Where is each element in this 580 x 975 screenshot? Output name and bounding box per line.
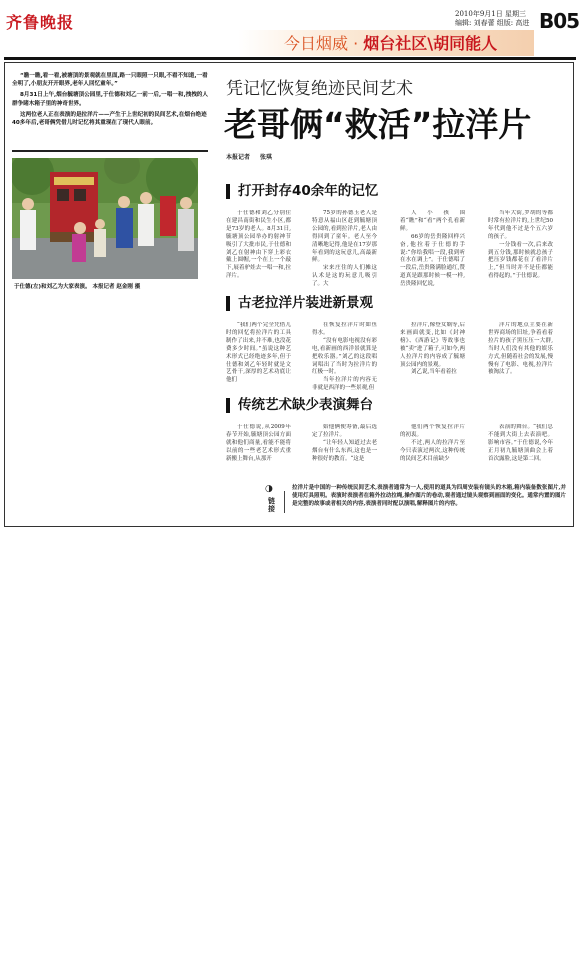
body-paragraph: 66岁的岳贵隆回样兴奋,他拉着于仕德的手说:“你给我唱一段,我到听在水在调上”。于仕德唱了一段后,岳贵隆满脸通红,赞道真是跟那时候一模一样,岳贵隆回忆说, [400, 233, 465, 288]
issue-date: 2010年9月1日 星期三 [455, 10, 526, 18]
lead-paragraph: 这两位老人正在表演的是拉洋片——产生于上世纪初的民间艺术,在烟台绝迹40多年后,老哥俩凭借儿时记忆将其重现在了现代人眼前。 [12, 111, 207, 127]
link-divider [284, 491, 285, 513]
text-column [226, 322, 291, 385]
text-column [488, 424, 553, 464]
link-label: 链接 [268, 497, 275, 513]
byline-role: 本报记者 [226, 154, 251, 161]
body-paragraph: 拉洋片,像登女娲等,后来画面就变,比如《封神榜》、《西游记》等故事也被“卖”进了箱子,可如今,两人拉洋片的内容成了毓塘顶公园内的景观。 [400, 322, 465, 368]
lead-box [12, 72, 208, 130]
text-column [400, 210, 465, 289]
issue-info [455, 10, 529, 28]
body-paragraph: 宋来庄住的人们摊这认术是这的玩意儿吸引了。大 [312, 265, 377, 288]
body-paragraph: 人小孩围着“瞧”和“看”两个孔看新鲜。 [400, 210, 465, 232]
body-paragraph: 表演的舞台。“我们总不能到大街上去表演吧。影响市容。”于仕德说,今年正月初九毓塘顶曲会上着首次露脸,这是第二回。 [488, 424, 553, 462]
text-column [312, 210, 377, 289]
text-column [488, 210, 553, 281]
body-paragraph: 75岁的孙德玉老人是特意从福山区赶到毓塘顶公园的,看到拉洋片,老人由得回到了童年。老人至今清晰地记得,他是在17岁那年看到的这玩意儿,高最新鲜。 [312, 210, 377, 264]
photo-illustration [12, 158, 198, 279]
section-heading: 传统艺术缺少表演舞台 [226, 398, 373, 413]
section-heading: 打开封存40余年的记忆 [226, 184, 378, 199]
text-column [312, 424, 377, 464]
photo-caption: 于仕德(左)和刘乙为大家表演。 本报记者 赵金刚 摄 [14, 284, 141, 290]
body-paragraph: 于仕德说,从2009年春节开始,毓塘顶公园方面就和他们商量,看能不能将以前的一些老艺术形式重新搬上舞台,从那开 [226, 424, 291, 462]
text-column [488, 322, 553, 377]
text-column [226, 210, 291, 281]
banner-separator: \ [427, 34, 434, 53]
article-byline [226, 152, 282, 161]
byline-name: 张琪 [260, 154, 273, 161]
performance-photo [12, 158, 198, 279]
text-column [400, 322, 465, 377]
lead-paragraph: 8月31日上午,烟台毓塘顶公园里,于仕德和刘乙一前一后,一唱一和,拽拽的人群争睹木箱子里的神奇世界。 [12, 92, 208, 107]
body-paragraph: “让年轻人知道过去老烟台有什么东西,这也是一种很好的教育。“这是 [312, 439, 377, 462]
editor-credits: 编辑: 刘春蕾 组版: 高进 [455, 19, 530, 27]
banner-prefix: 今日烟威 · [284, 34, 364, 53]
lead-divider [12, 150, 208, 152]
body-paragraph: 他们两个恢复拉洋片的初衷。 [400, 424, 465, 438]
section-heading: 古老拉洋片装进新景观 [226, 296, 373, 311]
body-paragraph: 在恢复拉洋片时如鱼得水。 [312, 322, 377, 336]
page-number: B05 [539, 9, 580, 33]
body-paragraph: 于仕德和刘乙分别住在建昌南街和民生小区,都是73岁的老人。8月31日,毓塘顶公园举办的射神节吸引了大批市民,于仕德和刘乙在射神由下穿上彩衣戴上圆帽,一个在上一个敲下,展着驴娃去一唱一和,拉洋片。 [226, 210, 291, 280]
article-headline: 老哥俩“救活”拉洋片 [224, 105, 532, 144]
section-banner [284, 31, 497, 54]
body-paragraph: “我们两个完全凭借儿时的回忆将拉洋片的工具制作了出来,并不难,也没花费多少时间。”虽说这种艺术形式已经绝迹多年,但于仕德和刘乙年轻时就是文艺骨干,深厚的艺术功底让他们 [226, 322, 291, 384]
body-paragraph: 不过,两人的拉洋片至今只表演过两次,这种传统的民间艺术目前缺少 [400, 439, 465, 462]
link-note: 拉洋片是中国的一种传统民间艺术,表演者通常为一人,使用的道具为四周安装有镜头的木箱,箱内装备数张图片,并使用灯具照明。表演时表演者在箱外拉动拉绳,操作图片的卷动,观者通过镜头观察到画面的变化。通常内置的图片是完整的故事或者相关的内容,表演者同时配以演唱,解释图片的内容。 [292, 485, 566, 507]
lead-paragraph: “瞧一瞧,看一看,被塘顶的景观就在里面,路一只眼照一只眼,不看不知道,一看全明了,小朋友开开眼界,老年人回忆童年。” [12, 73, 208, 88]
newspaper-logo: 齐鲁晚报 [6, 13, 75, 32]
body-paragraph: “没有电影电视没有彩电,看新画的西洋景就算是把收乐器。”刘乙的这段唱词唱出了当时为拉洋片的红极一时。 [312, 337, 377, 376]
body-paragraph: 当年拉洋片的内容无非就是西洋的一些景观,但 [312, 377, 377, 392]
body-paragraph: 当年大街,罗胡的等都时常有拉洋片的,上世纪50年代到他不过是个五六岁的孩子。 [488, 210, 553, 240]
article-kicker: 凭记忆恢复绝迹民间艺术 [226, 79, 413, 99]
text-column [312, 322, 377, 393]
link-icon: ◑ [265, 484, 273, 494]
banner-suffix: 胡同能人 [433, 34, 498, 53]
body-paragraph: 始他俩便筹备,最后选定了拉洋片。 [312, 424, 377, 438]
text-column [400, 424, 465, 464]
banner-emphasis: 烟台社区 [363, 34, 428, 53]
masthead-rule [4, 57, 576, 60]
body-paragraph: 一分钱看一次,后来改到五分钱,那时候就总孩子把压岁钱都花在了看洋片上,“但当时并不是佳都能看得起的。”于仕德说。 [488, 241, 553, 280]
body-paragraph: 刘乙说,当年看着拉 [411, 369, 457, 376]
body-paragraph: 洋片的地点主要在新世界商场的旧址,争着看着拉片的孩子黑压压一大群,当时人们没有其他的娱乐方式,但随着社会的发展,慢慢有了电影、电视,拉洋片被淘汰了。 [488, 322, 553, 376]
text-column [226, 424, 291, 464]
